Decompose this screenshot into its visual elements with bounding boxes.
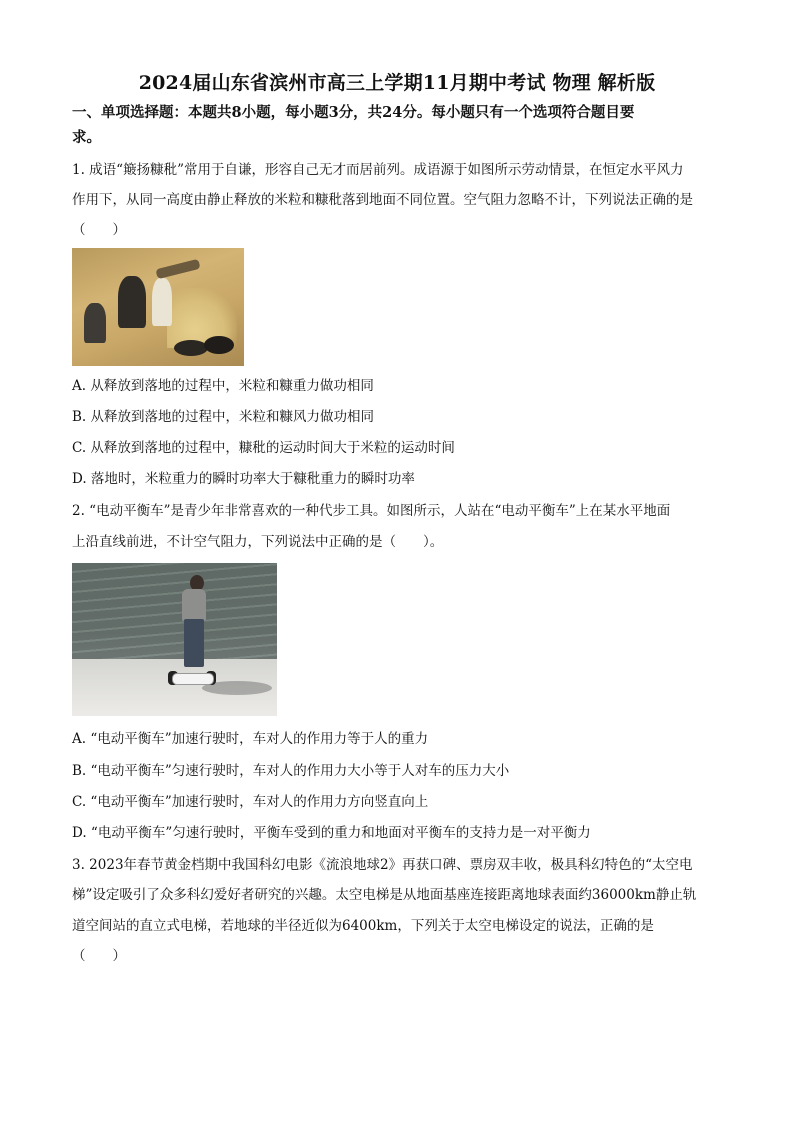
q3-stem-line-3: 道空间站的直立式电梯，若地球的半径近似为6400km，下列关于太空电梯设定的说法，正确的是 [72, 918, 654, 934]
q1-stem-line-3: （ ） [72, 222, 126, 238]
q2-option-d: D. “电动平衡车”匀速行驶时，平衡车受到的重力和地面对平衡车的支持力是一对平衡力 [72, 825, 591, 841]
painting-worker-2 [118, 276, 146, 328]
photo-curved-wall [72, 563, 277, 663]
q1-stem-line-2: 作用下，从同一高度由静止释放的米粒和糠秕落到地面不同位置。空气阻力忽略不计，下列说法正确的是 [72, 192, 693, 208]
q3-stem-line-1: 3. 2023年春节黄金档期中我国科幻电影《流浪地球2》再获口碑、票房双丰收，极具科幻特色的“太空电 [72, 857, 693, 873]
q1-option-d: D. 落地时，米粒重力的瞬时功率大于糠秕重力的瞬时功率 [72, 471, 415, 487]
q1-stem-line-1: 1. 成语“簸扬糠秕”常用于自谦，形容自己无才而居前列。成语源于如图所示劳动情景，在恒定水平风力 [72, 162, 684, 178]
q1-figure-winnowing-painting [72, 248, 244, 366]
painting-basket-1 [174, 340, 208, 356]
q2-option-b: B. “电动平衡车”匀速行驶时，车对人的作用力大小等于人对车的压力大小 [72, 763, 510, 779]
painting-worker-1 [84, 303, 106, 343]
painting-sieve [155, 259, 200, 279]
section-heading-line-2: 求。 [72, 129, 101, 146]
painting-basket-2 [204, 336, 234, 354]
document-title: 2024届山东省滨州市高三上学期11月期中考试 物理 解析版 [138, 72, 656, 94]
photo-scooter-board [172, 673, 214, 685]
photo-rider-legs [184, 619, 204, 667]
q2-option-a: A. “电动平衡车”加速行驶时，车对人的作用力等于人的重力 [72, 731, 429, 747]
q3-stem-line-2: 梯”设定吸引了众多科幻爱好者研究的兴趣。太空电梯是从地面基座连接距离地球表面约36000km静止轨 [72, 887, 697, 903]
section-heading-line-1: 一、单项选择题：本题共8小题，每小题3分，共24分。每小题只有一个选项符合题目要 [72, 104, 635, 121]
q2-figure-balance-scooter-photo [72, 563, 277, 716]
q2-stem-line-1: 2. “电动平衡车”是青少年非常喜欢的一种代步工具。如图所示，人站在“电动平衡车”上在某水平地面 [72, 503, 671, 519]
q2-option-c: C. “电动平衡车”加速行驶时，车对人的作用力方向竖直向上 [72, 794, 429, 810]
q1-option-c: C. 从释放到落地的过程中，糠秕的运动时间大于米粒的运动时间 [72, 440, 455, 456]
painting-worker-3 [152, 278, 172, 326]
photo-rider-torso [182, 589, 206, 621]
q1-option-b: B. 从释放到落地的过程中，米粒和糠风力做功相同 [72, 409, 375, 425]
q3-stem-line-4: （ ） [72, 948, 126, 964]
section-heading [72, 100, 732, 150]
q2-stem-line-2: 上沿直线前进，不计空气阻力，下列说法中正确的是（ ）。 [72, 534, 444, 550]
q1-option-a: A. 从释放到落地的过程中，米粒和糠重力做功相同 [72, 378, 374, 394]
